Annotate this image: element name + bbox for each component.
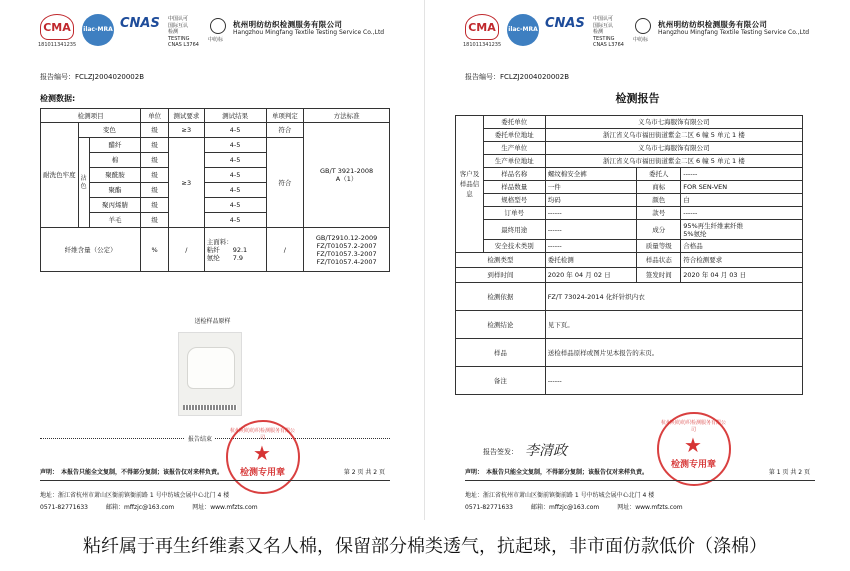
conclusion-value: 见下页。: [545, 311, 802, 339]
grade-label: 质量等级: [637, 240, 681, 253]
sample-qty-value: 一件: [545, 181, 637, 194]
maker-addr-label: 生产单位地址: [483, 155, 545, 168]
institute-name-cn: 杭州明纺纺织检测服务有限公司: [658, 20, 768, 29]
th-verdict: 单项判定: [266, 109, 304, 123]
fiber-unit: %: [141, 228, 169, 272]
sample-tag-icon: [183, 405, 237, 410]
address: 地址：浙江省杭州市萧山区衙前镇衙前路 1 号中纺城会展中心北门 4 楼: [40, 492, 230, 499]
footer-divider: [40, 480, 390, 481]
row-unit: 级: [141, 183, 169, 198]
remark-label: 备注: [456, 367, 546, 395]
row-item: 棉: [89, 153, 141, 168]
table-row: [456, 194, 803, 207]
safety-value: ------: [545, 240, 637, 253]
row-req: ≥3: [168, 123, 204, 138]
fiber-methods: GB/T2910.12-2009 FZ/T01057.2-2007 FZ/T01057.3-2007 FZ/T01057.4-2007: [304, 228, 390, 272]
institute-logo-icon: [210, 18, 226, 34]
th-req: 测试要求: [168, 109, 204, 123]
color-label: 颜色: [637, 194, 681, 207]
row-unit: 级: [141, 123, 169, 138]
th-unit: 单位: [141, 109, 169, 123]
row-result: 4-5: [204, 183, 266, 198]
client-value: 义乌市七海服饰有限公司: [545, 116, 802, 129]
report-number: 报告编号：FCLZJ2004020002B: [465, 73, 570, 81]
row-result: 4-5: [204, 153, 266, 168]
color-value: 白: [681, 194, 803, 207]
table-header-row: [41, 109, 390, 123]
page-number: 第 2 页 共 2 页: [343, 469, 385, 476]
seal-star-icon: ★: [684, 433, 702, 457]
usage-value: ------: [545, 220, 637, 240]
row-unit: 级: [141, 138, 169, 153]
table-row: [456, 207, 803, 220]
style-no-value: ------: [681, 207, 803, 220]
arrive-label: 到样时间: [456, 268, 546, 283]
sample-state-value: 符合检测要求: [681, 253, 803, 268]
row-result: 4-5: [204, 213, 266, 228]
institute-name-en: Hangzhou Mingfang Textile Testing Service Co.,Ltd: [233, 29, 385, 36]
table-row: [456, 311, 803, 339]
institute-logo-text: 中纺标: [633, 37, 649, 43]
row-verdict: 符合: [266, 123, 304, 138]
row-result: 4-5: [204, 123, 266, 138]
row-item: 羊毛: [89, 213, 141, 228]
seal-stamp-icon: [226, 420, 300, 494]
stain-label: 沾色: [78, 138, 89, 228]
ilac-logo: ilac-MRA: [82, 14, 114, 46]
row-item: 聚丙烯腈: [89, 198, 141, 213]
cma-logo: CMA: [465, 14, 499, 40]
table-row: [456, 155, 803, 168]
sample-state-label: 样品状态: [637, 253, 681, 268]
issue-label: 签发时间: [637, 268, 681, 283]
row-unit: 级: [141, 168, 169, 183]
table-row: [456, 142, 803, 155]
style-no-label: 款号: [637, 207, 681, 220]
bottom-caption: 粘纤属于再生纤维素又名人棉，保留部分棉类透气，抗起球，非市面仿款低价（涤棉）: [83, 536, 767, 557]
th-method: 方法标准: [304, 109, 390, 123]
cnas-logo: CNAS: [545, 16, 585, 31]
fiber-result: [204, 228, 266, 272]
usage-label: 最终用途: [483, 220, 545, 240]
cma-number: 181011341235: [38, 42, 77, 48]
institute-logo-icon: [635, 18, 651, 34]
composition-label: 成分: [637, 220, 681, 240]
report-title: 检测报告: [615, 92, 660, 105]
seal-text: 检测专用章: [670, 460, 716, 470]
signer-label: 报告签发：: [483, 448, 518, 456]
institute-name-cn: 杭州明纺纺织检测服务有限公司: [233, 20, 343, 29]
fiber-result-spandex: 氨纶 7.9: [206, 253, 244, 262]
sample-qty-label: 样品数量: [483, 181, 545, 194]
maker-addr-value: 浙江省义乌市福田街道紫金二区 6 幢 5 单元 1 楼: [545, 155, 802, 168]
cma-logo: CMA: [40, 14, 74, 40]
cma-number: 181011341235: [463, 42, 502, 48]
maker-value: 义乌市七海服饰有限公司: [545, 142, 802, 155]
sample-photo: [178, 332, 242, 416]
statement: 声明： 本报告只能全文复制，不得部分复制；该报告仅对来样负责。: [465, 469, 649, 476]
header-logos: [465, 14, 815, 54]
section-title: 检测数据:: [40, 94, 76, 103]
row-result: 4-5: [204, 198, 266, 213]
institute-name-en: Hangzhou Mingfang Textile Testing Service Co.,Ltd: [658, 29, 810, 36]
report-info-table: [455, 115, 803, 395]
row-result: 4-5: [204, 138, 266, 153]
row-req: ≥3: [168, 138, 204, 228]
table-row: [456, 220, 803, 240]
fiber-item: 纤维含量（公定）: [41, 228, 141, 272]
table-row: [456, 253, 803, 268]
client-label: 委托单位: [483, 116, 545, 129]
brand-label: 商标: [637, 181, 681, 194]
report-page-2: [0, 0, 425, 520]
table-row: [456, 181, 803, 194]
row-result: 4-5: [204, 168, 266, 183]
report-number: 报告编号：FCLZJ2004020002B: [40, 73, 145, 81]
seal-stamp-icon: [657, 412, 731, 486]
table-row: [456, 116, 803, 129]
test-type-label: 检测类型: [456, 253, 546, 268]
cnas-subtext: 中国认可 国际互认 检测 TESTING CNAS L3764: [168, 16, 199, 48]
basis-label: 检测依据: [456, 283, 546, 311]
address: 地址：浙江省杭州市萧山区衙前镇衙前路 1 号中纺城会展中心北门 4 楼: [465, 492, 655, 499]
fiber-req: /: [168, 228, 204, 272]
seal-ring-text: 杭州明纺纺织检测服务有限公司: [229, 428, 295, 441]
order-value: ------: [545, 207, 637, 220]
basis-value: FZ/T 73024-2014 化纤针织内衣: [545, 283, 802, 311]
ilac-logo: ilac-MRA: [507, 14, 539, 46]
row-item: 醋纤: [89, 138, 141, 153]
fiber-verdict: /: [266, 228, 304, 272]
maker-label: 生产单位: [483, 142, 545, 155]
end-text: 报告结束: [185, 434, 215, 443]
statement: 声明： 本报告只能全文复制，不得部分复制；该报告仅对来样负责。: [40, 469, 224, 476]
method-colorfast: GB/T 3921-2008 A（1）: [304, 123, 390, 228]
table-row: [456, 129, 803, 142]
fiber-result-viscose: 粘纤 92.1: [206, 245, 248, 254]
order-label: 订单号: [483, 207, 545, 220]
shorts-image-icon: [187, 347, 235, 389]
report-page-1: [425, 0, 850, 520]
th-item: 检测项目: [41, 109, 141, 123]
remark-value: ------: [545, 367, 802, 395]
contact: 0571-82771633 邮箱：mffzjc@163.com 网址：www.mfzts.com: [465, 504, 683, 511]
table-row: [456, 268, 803, 283]
grade-value: 合格品: [681, 240, 803, 253]
cnas-subtext: 中国认可 国际互认 检测 TESTING CNAS L3764: [593, 16, 624, 48]
seal-ring-text: 杭州明纺纺织检测服务有限公司: [660, 420, 726, 433]
test-type-value: 委托检测: [545, 253, 637, 268]
signature: 李清政: [525, 443, 567, 459]
brand-value: FOR SEN-VEN: [681, 181, 803, 194]
fiber-result-main: 主面料：: [206, 237, 233, 246]
table-row: [456, 367, 803, 395]
cnas-logo: CNAS: [120, 16, 160, 31]
sample-value: 送检样品原样或图片见本报告的末页。: [545, 339, 802, 367]
safety-label: 安全技术类别: [483, 240, 545, 253]
client-addr-label: 委托单位地址: [483, 129, 545, 142]
table-row-fiber: [41, 228, 390, 272]
row-unit: 级: [141, 213, 169, 228]
agent-value: ------: [681, 168, 803, 181]
test-data-table: [40, 108, 390, 272]
agent-label: 委托人: [637, 168, 681, 181]
colorfast-label: 耐洗色牢度: [41, 123, 79, 228]
seal-star-icon: ★: [253, 441, 271, 465]
composition-value: 95%再生纤维素纤维 5%氨纶: [681, 220, 803, 240]
spec-label: 规格型号: [483, 194, 545, 207]
seal-text: 检测专用章: [239, 468, 285, 478]
table-row: [456, 339, 803, 367]
institute-logo-text: 中纺标: [208, 37, 224, 43]
sample-name-label: 样品名称: [483, 168, 545, 181]
issue-value: 2020 年 04 月 03 日: [681, 268, 803, 283]
row-verdict: 符合: [266, 138, 304, 228]
header-logos: [40, 14, 390, 54]
conclusion-label: 检测结论: [456, 311, 546, 339]
spec-value: 均码: [545, 194, 637, 207]
side-label: 客户及样品信息: [456, 116, 484, 253]
row-unit: 级: [141, 198, 169, 213]
row-item: 聚酯: [89, 183, 141, 198]
contact: 0571-82771633 邮箱：mffzjc@163.com 网址：www.mfzts.com: [40, 504, 258, 511]
row-item: 聚酰胺: [89, 168, 141, 183]
table-row: [41, 123, 390, 138]
table-row: [456, 283, 803, 311]
table-row: [456, 240, 803, 253]
table-row: [456, 168, 803, 181]
footer-divider: [465, 480, 815, 481]
arrive-value: 2020 年 04 月 02 日: [545, 268, 637, 283]
photo-caption: 送检样品原样: [194, 318, 231, 325]
client-addr-value: 浙江省义乌市福田街道紫金二区 6 幢 5 单元 1 楼: [545, 129, 802, 142]
row-unit: 级: [141, 153, 169, 168]
row-item: 变色: [78, 123, 141, 138]
sample-name-value: 螺纹棉安全裤: [545, 168, 637, 181]
th-result: 测试结果: [204, 109, 266, 123]
sample-label: 样品: [456, 339, 546, 367]
page-number: 第 1 页 共 2 页: [768, 469, 810, 476]
